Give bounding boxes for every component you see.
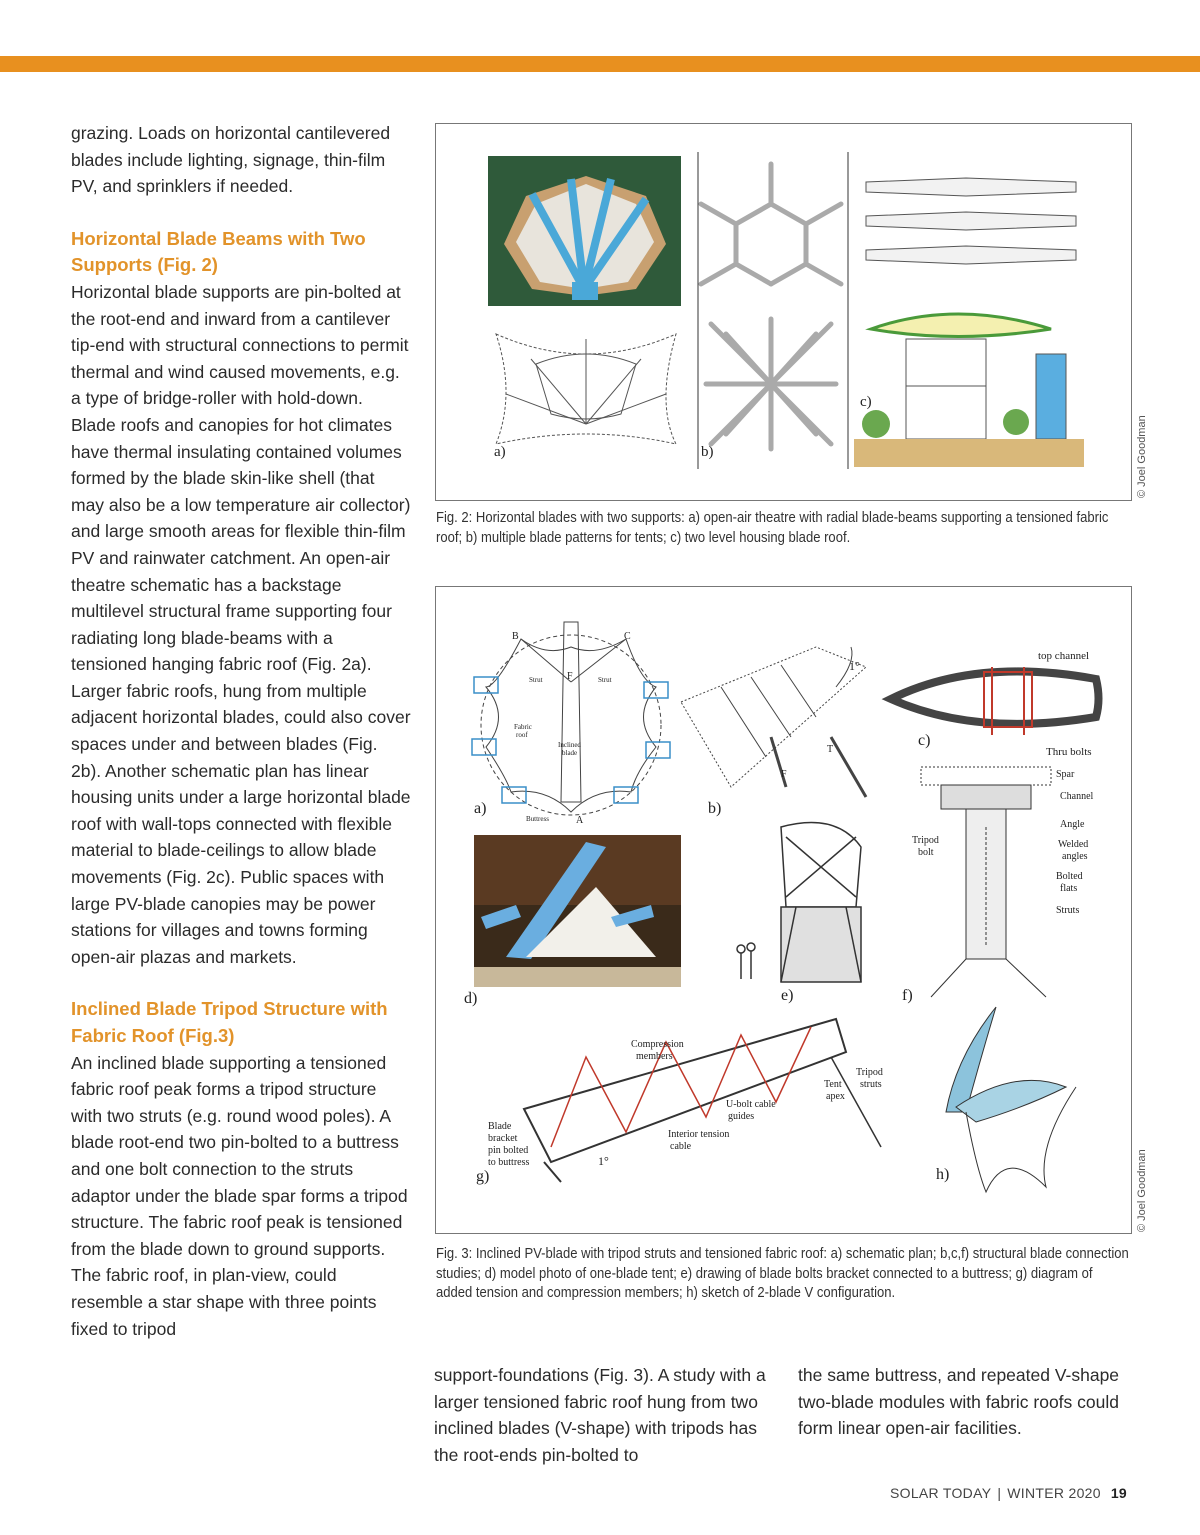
- fig3f-angle: Angle: [1060, 819, 1085, 830]
- fig3f-tripod-bolt: bolt: [918, 847, 934, 858]
- fig3-label-d: d): [464, 990, 478, 1007]
- footer-separator: |: [997, 1485, 1002, 1501]
- figure-2-credit: © Joel Goodman: [1136, 415, 1148, 498]
- figure-3-drawing: [436, 587, 1131, 1233]
- fig3g-bracket-4: to buttress: [488, 1157, 530, 1168]
- footer-issue: WINTER 2020: [1007, 1485, 1101, 1501]
- fig3g-tripod: Tripod: [856, 1067, 883, 1078]
- fig3f-channel: Channel: [1060, 791, 1094, 802]
- fig3a-label-inclined: Inclined: [558, 741, 581, 749]
- fig3-label-a: a): [474, 800, 487, 817]
- fig2-theatre-plan: [496, 334, 676, 444]
- fig3f-struts: Struts: [1056, 905, 1080, 916]
- fig3-label-g: g): [476, 1168, 490, 1185]
- fig3g-bracket-2: bracket: [488, 1133, 518, 1144]
- fig3e-bracket-drawing: [737, 823, 861, 983]
- fig2-blade-plans: [866, 178, 1076, 264]
- figure-3-caption: Fig. 3: Inclined PV-blade with tripod struts and tensioned fabric roof: a) schematic plan; b,c,f) structural blade connection studies; d) model photo of one-blade tent; e) drawing of blade bolts bracket connected to a buttress; g) diagram of added tension and compression members; h) sketch of 2-blade V configuration.: [436, 1246, 1129, 1301]
- paragraph-horizontal-blade: Horizontal blade supports are pin-bolted at the root-end and inward from a cantilever tip-end with structural connections to permit thermal and wind caused movements, e.g. a type of bridge-roller with hold-down. Blade roofs and canopies for hot climates have thermal insulating contained volumes formed by the blade skin-like shell (that may also be a low temperature air collector) and large smooth areas for flexible thin-film PV and rainwater catchment. An open-air theatre schematic has a backstage multilevel structural frame supporting four radiating long blade-beams with a tensioned hanging fabric roof (Fig. 2a). Larger fabric roofs, hung from multiple adjacent horizontal blades, could also cover spaces under and between blades (Fig. 2b). Another schematic plan has linear housing units under a large horizontal blade roof with wall-tops connected with flexible material to blade-ceilings to allow blade movements (Fig. 2c). Public spaces with large PV-blade canopies may be power stations for villages and towns forming open-air plazas and markets.: [71, 281, 411, 967]
- section-heading-inclined-blade: Inclined Blade Tripod Structure with Fabric Roof (Fig.3): [71, 998, 388, 1046]
- fig3g-apex: apex: [826, 1091, 845, 1102]
- paragraph-right: the same buttress, and repeated V-shape two-blade modules with fabric roofs could form linear open-air facilities.: [798, 1365, 1120, 1439]
- figure-3: [435, 586, 1132, 1234]
- fig3a-schematic-plan: [472, 622, 670, 815]
- fig3b-label-T: T: [827, 744, 834, 755]
- fig3a-label-F: F: [567, 671, 573, 682]
- fig3f-welded-angles: angles: [1062, 851, 1088, 862]
- fig3f-spar-connection: [921, 767, 1051, 997]
- fig3b-truss: [681, 647, 866, 797]
- fig3f-welded: Welded: [1058, 839, 1089, 850]
- fig2-housing-section: [854, 314, 1084, 467]
- fig3g-members: members: [636, 1051, 673, 1062]
- fig3a-label-roof: roof: [516, 731, 528, 739]
- top-accent-bar: [0, 56, 1200, 72]
- middle-column: [434, 1362, 779, 1468]
- paragraph-intro: grazing. Loads on horizontal cantilevered blades include lighting, signage, thin-film PV, and sprinklers if needed.: [71, 123, 391, 197]
- fig3g-bracket-3: pin bolted: [488, 1145, 529, 1156]
- fig3b-label-F: F: [781, 769, 787, 780]
- page-number: 19: [1110, 1485, 1128, 1501]
- fig3f-tripod: Tripod: [912, 835, 939, 846]
- fig3a-label-C: C: [624, 631, 631, 642]
- figure-2-caption: Fig. 2: Horizontal blades with two supports: a) open-air theatre with radial blade-beams supporting a tensioned fabric roof; b) multiple blade patterns for tents; c) two level housing blade roof.: [436, 510, 1109, 546]
- fig3b-angle: 1°: [849, 659, 860, 673]
- fig3g-angle: 1°: [598, 1154, 609, 1168]
- right-column: [798, 1362, 1138, 1442]
- fig2-label-a: a): [494, 444, 506, 460]
- fig3-label-h: h): [936, 1166, 950, 1183]
- fig3f-bolted: Bolted: [1056, 871, 1083, 882]
- page-footer: [890, 1485, 1127, 1501]
- fig3a-label-A: A: [576, 815, 584, 826]
- fig3a-label-strut-left: Strut: [529, 676, 543, 684]
- section-heading-horizontal-blade: Horizontal Blade Beams with Two Supports (Fig. 2): [71, 227, 366, 276]
- fig3-label-f: f): [902, 987, 913, 1004]
- fig2-blade-patterns: [701, 164, 841, 449]
- fig2-label-c: c): [860, 394, 872, 410]
- fig3a-label-blade: blade: [562, 749, 578, 757]
- paragraph-middle: support-foundations (Fig. 3). A study with a larger tensioned fabric roof hung from two inclined blades (V-shape) with tripods has the root-ends pin-bolted to: [434, 1365, 766, 1465]
- fig3a-label-buttress: Buttress: [526, 815, 549, 823]
- fig3-label-b: b): [708, 800, 722, 817]
- fig3g-ubolt: U-bolt cable: [726, 1099, 776, 1110]
- fig3g-cable: cable: [670, 1141, 692, 1152]
- fig3a-label-fabric: Fabric: [514, 723, 532, 731]
- fig3g-guides: guides: [728, 1111, 755, 1122]
- fig3g-compression: Compression: [631, 1039, 684, 1050]
- left-column: [71, 120, 411, 1342]
- footer-magazine: SOLAR TODAY: [890, 1485, 992, 1501]
- fig3c-blade-section: [891, 667, 1099, 735]
- figure-2-drawing: [436, 124, 1131, 500]
- fig2-theatre-photo: [488, 156, 681, 306]
- fig3c-thru-bolts: Thru bolts: [1046, 746, 1092, 758]
- figure-3-credit: © Joel Goodman: [1136, 1149, 1148, 1232]
- fig3g-struts: struts: [860, 1079, 882, 1090]
- fig3g-bracket-1: Blade: [488, 1121, 512, 1132]
- fig3d-model-photo: [474, 835, 681, 987]
- fig3-label-e: e): [781, 987, 794, 1004]
- fig3a-label-B: B: [512, 631, 519, 642]
- figure-2: [435, 123, 1132, 501]
- fig3g-tent: Tent: [824, 1079, 842, 1090]
- fig3-label-c: c): [918, 732, 931, 749]
- fig3a-label-strut-right: Strut: [598, 676, 612, 684]
- fig3c-top-channel: top channel: [1038, 650, 1090, 662]
- fig2-label-b: b): [701, 444, 714, 460]
- fig3f-bolted-flats: flats: [1060, 883, 1078, 894]
- fig3h-v-sketch: [946, 1007, 1076, 1192]
- fig3f-spar: Spar: [1056, 769, 1075, 780]
- paragraph-inclined-blade: An inclined blade supporting a tensioned fabric roof peak forms a tripod structure with two struts (e.g. round wood poles). A blade root-end two pin-bolted to a buttress and one bolt connection to the struts adaptor under the blade spar forms a tripod structure. The fabric roof peak is tensioned from the blade down to ground supports. The fabric roof, in plan-view, could resemble a star shape with three points fixed to tripod: [71, 1052, 408, 1339]
- fig3g-tension: Interior tension: [668, 1129, 730, 1140]
